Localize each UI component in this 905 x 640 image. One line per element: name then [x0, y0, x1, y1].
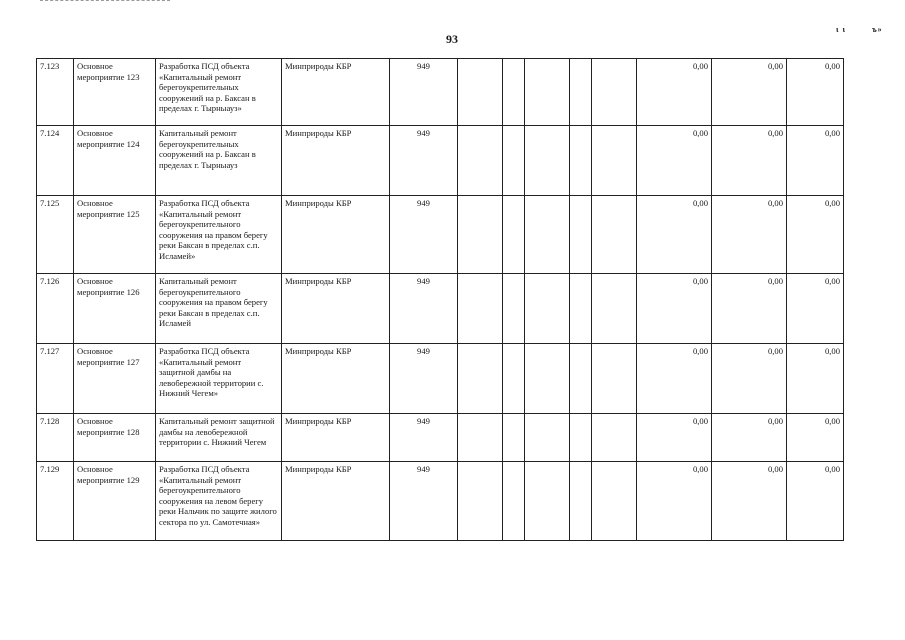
row-code: 949 [390, 59, 458, 126]
row-value-1: 0,00 [637, 462, 712, 541]
row-empty-cell [458, 59, 503, 126]
row-empty-cell [592, 344, 637, 414]
row-event: Основное мероприятие 123 [74, 59, 156, 126]
row-number: 7.128 [37, 414, 74, 462]
row-value-2: 0,00 [712, 126, 787, 196]
row-empty-cell [592, 196, 637, 274]
row-name: Разработка ПСД объекта «Капитальный ремонт берегоукрепительного сооружения на правом берегу реки Баксан в пределах с.п. Исламей» [156, 196, 282, 274]
row-number: 7.126 [37, 274, 74, 344]
row-empty-cell [458, 274, 503, 344]
row-empty-cell [525, 126, 570, 196]
row-empty-cell [592, 126, 637, 196]
row-number: 7.127 [37, 344, 74, 414]
row-empty-cell [525, 462, 570, 541]
row-number: 7.129 [37, 462, 74, 541]
row-value-2: 0,00 [712, 414, 787, 462]
row-empty-cell [570, 126, 592, 196]
row-value-1: 0,00 [637, 414, 712, 462]
row-value-2: 0,00 [712, 274, 787, 344]
row-empty-cell [458, 126, 503, 196]
table-row [37, 462, 844, 541]
row-empty-cell [525, 414, 570, 462]
corner-mark-right: ъ» [872, 25, 883, 34]
row-value-1: 0,00 [637, 196, 712, 274]
row-name: Разработка ПСД объекта «Капитальный ремонт берегоукрепительных сооружений на р. Баксан в пределах г. Тырныауз» [156, 59, 282, 126]
row-empty-cell [592, 59, 637, 126]
row-value-2: 0,00 [712, 462, 787, 541]
row-name: Разработка ПСД объекта «Капитальный ремонт берегоукрепительного сооружения на левом берегу реки Нальчик по защите жилого сектора по ул. Самотечная» [156, 462, 282, 541]
row-value-1: 0,00 [637, 344, 712, 414]
row-executor: Минприроды КБР [282, 274, 390, 344]
table-row [37, 126, 844, 196]
row-empty-cell [570, 196, 592, 274]
row-name: Разработка ПСД объекта «Капитальный ремонт защитной дамбы на левобережной территории с. Нижний Чегем» [156, 344, 282, 414]
corner-mark-left: ι ι [836, 25, 846, 34]
scan-artifact [40, 0, 170, 4]
row-empty-cell [503, 59, 525, 126]
row-value-2: 0,00 [712, 344, 787, 414]
activities-table [36, 58, 844, 541]
row-value-1: 0,00 [637, 126, 712, 196]
row-code: 949 [390, 196, 458, 274]
row-value-3: 0,00 [787, 462, 844, 541]
row-empty-cell [458, 196, 503, 274]
row-empty-cell [592, 462, 637, 541]
row-value-2: 0,00 [712, 59, 787, 126]
row-empty-cell [525, 344, 570, 414]
row-empty-cell [570, 414, 592, 462]
row-empty-cell [458, 344, 503, 414]
row-value-3: 0,00 [787, 344, 844, 414]
row-executor: Минприроды КБР [282, 462, 390, 541]
row-empty-cell [503, 414, 525, 462]
row-value-1: 0,00 [637, 59, 712, 126]
row-empty-cell [503, 274, 525, 344]
table-row [37, 274, 844, 344]
row-empty-cell [570, 274, 592, 344]
row-number: 7.123 [37, 59, 74, 126]
row-executor: Минприроды КБР [282, 126, 390, 196]
row-value-2: 0,00 [712, 196, 787, 274]
row-name: Капитальный ремонт берегоукрепительного сооружения на правом берегу реки Баксан в пределах с.п. Исламей [156, 274, 282, 344]
row-value-3: 0,00 [787, 59, 844, 126]
row-name: Капитальный ремонт берегоукрепительных сооружений на р. Баксан в пределах г. Тырныауз [156, 126, 282, 196]
row-name: Капитальный ремонт защитной дамбы на левобережной территории с. Нижний Чегем [156, 414, 282, 462]
row-empty-cell [570, 344, 592, 414]
row-empty-cell [570, 59, 592, 126]
row-executor: Минприроды КБР [282, 59, 390, 126]
row-number: 7.124 [37, 126, 74, 196]
row-empty-cell [503, 196, 525, 274]
row-empty-cell [525, 196, 570, 274]
row-code: 949 [390, 414, 458, 462]
row-code: 949 [390, 344, 458, 414]
row-empty-cell [525, 274, 570, 344]
row-executor: Минприроды КБР [282, 196, 390, 274]
row-empty-cell [503, 344, 525, 414]
row-empty-cell [525, 59, 570, 126]
row-executor: Минприроды КБР [282, 344, 390, 414]
row-empty-cell [503, 462, 525, 541]
table-row [37, 414, 844, 462]
row-value-3: 0,00 [787, 196, 844, 274]
row-code: 949 [390, 274, 458, 344]
row-value-3: 0,00 [787, 274, 844, 344]
table-row [37, 344, 844, 414]
row-event: Основное мероприятие 128 [74, 414, 156, 462]
row-value-1: 0,00 [637, 274, 712, 344]
row-empty-cell [592, 274, 637, 344]
row-value-3: 0,00 [787, 414, 844, 462]
row-empty-cell [503, 126, 525, 196]
table-row [37, 196, 844, 274]
row-code: 949 [390, 126, 458, 196]
row-empty-cell [458, 414, 503, 462]
row-code: 949 [390, 462, 458, 541]
table-row [37, 59, 844, 126]
row-number: 7.125 [37, 196, 74, 274]
row-event: Основное мероприятие 129 [74, 462, 156, 541]
row-event: Основное мероприятие 124 [74, 126, 156, 196]
row-executor: Минприроды КБР [282, 414, 390, 462]
row-empty-cell [458, 462, 503, 541]
row-empty-cell [570, 462, 592, 541]
page-number: 93 [446, 32, 458, 46]
row-empty-cell [592, 414, 637, 462]
row-event: Основное мероприятие 126 [74, 274, 156, 344]
row-event: Основное мероприятие 125 [74, 196, 156, 274]
row-event: Основное мероприятие 127 [74, 344, 156, 414]
row-value-3: 0,00 [787, 126, 844, 196]
